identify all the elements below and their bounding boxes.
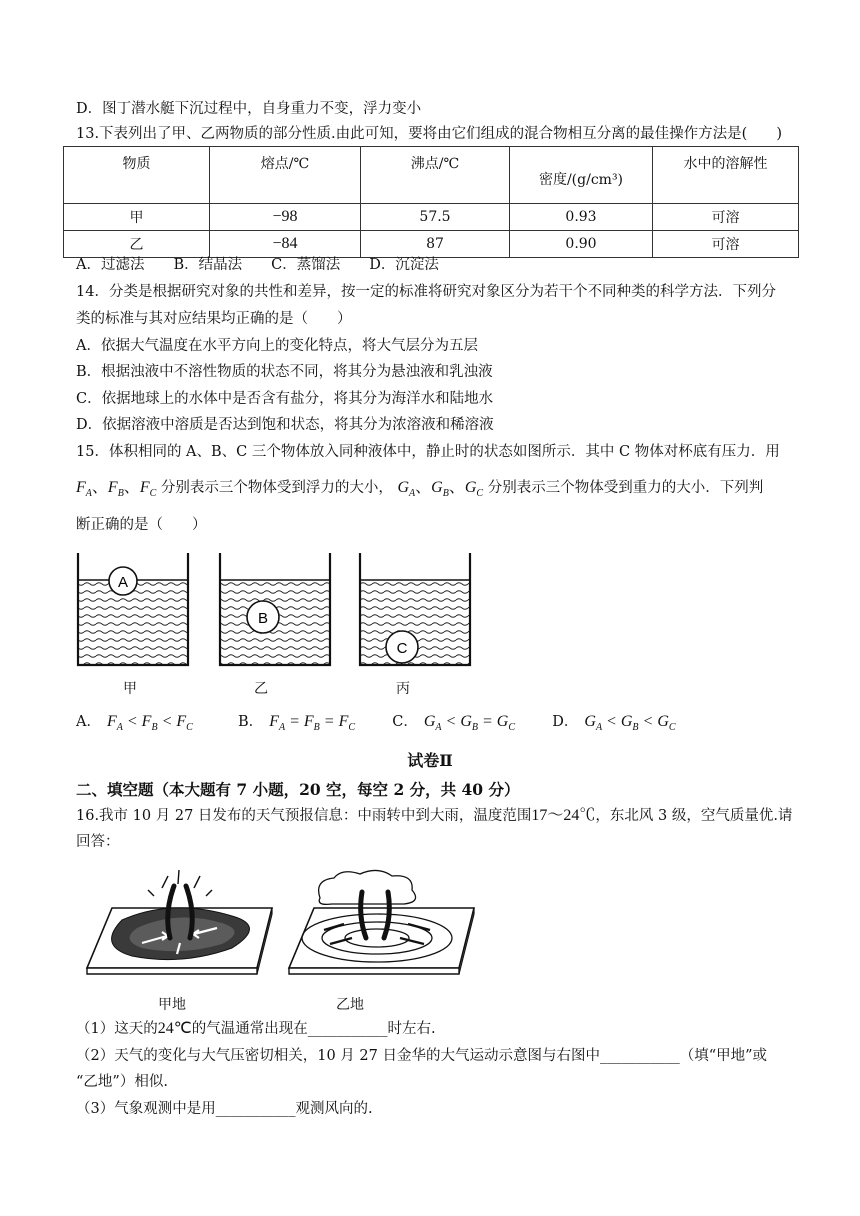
ball-c-label: C <box>396 640 408 657</box>
table-cell: 0.93 <box>510 204 653 231</box>
table-header-cell: 沸点/℃ <box>361 147 510 204</box>
q15-stem-2a: 分别表示三个物体受到浮力的大小， <box>160 480 393 496</box>
table-header-cell: 水中的溶解性 <box>653 147 799 204</box>
beaker-caption-yi: 乙 <box>254 681 268 697</box>
beakers-figure <box>60 548 680 678</box>
q15-option-a-expr: $F_A < F_B < F_C$ <box>106 713 193 734</box>
q13-options: A．过滤法 B．结晶法 C．蒸馏法 D．沉淀法 <box>76 257 439 273</box>
table-cell: −84 <box>210 231 361 258</box>
q14-option-a: A．依据大气温度在水平方向上的变化特点，将大气层分为五层 <box>76 338 478 354</box>
beaker-jia <box>78 553 188 665</box>
force-symbols: $F_A$、$F_B$、$F_C$ <box>76 479 157 500</box>
q12-option-d: D．图丁潜水艇下沉过程中，自身重力不变，浮力变小 <box>76 101 422 117</box>
section-heading: 二、填空题（本大题有 7 小题，20 空，每空 2 分，共 40 分） <box>76 780 520 799</box>
q16-sub-3: （3）气象观测中是用___________观测风向的. <box>76 1101 373 1117</box>
q16-sub-1b: 的气温通常出现在___________时左右. <box>191 1021 436 1037</box>
q15-option-c-expr: $G_A < G_B = G_C$ <box>423 713 516 734</box>
ball-a-label: A <box>117 574 129 591</box>
beaker-yi <box>220 553 330 665</box>
q15-option-b-expr: $F_A = F_B = F_C$ <box>269 713 356 734</box>
beaker-caption-bing: 丙 <box>396 681 410 697</box>
table-cell: 0.90 <box>510 231 653 258</box>
table-cell: 可溶 <box>653 204 799 231</box>
table-cell: 甲 <box>64 204 210 231</box>
q14-option-d: D．依据溶液中溶质是否达到饱和状态，将其分为浓溶液和稀溶液 <box>76 417 494 433</box>
table-header-cell: 密度/(g/cm³) <box>510 147 653 204</box>
q15-option-c-label: C． <box>392 714 418 730</box>
section-title: 试卷Ⅱ <box>407 751 453 770</box>
q16-stem-1 <box>76 806 792 826</box>
q16-stem-2: 回答： <box>76 834 120 850</box>
q16-sub-1a: （1）这天的 <box>76 1021 158 1037</box>
q15-option-b-label: B． <box>238 714 264 730</box>
q15-options <box>76 712 676 738</box>
map-caption-jia: 甲地 <box>158 997 186 1013</box>
q15-option-a-label: A． <box>76 714 101 730</box>
table-row <box>64 231 799 258</box>
q15-stem-3: 断正确的是（ ） <box>76 517 207 533</box>
q14-option-b: B．根据浊液中不溶性物质的状态不同，将其分为悬浊液和乳浊液 <box>76 364 493 380</box>
q14-stem-1: 14．分类是根据研究对象的共性和差异，按一定的标准将研究对象区分为若干个不同种类的科学方法．下列分 <box>76 284 776 300</box>
table-cell: 57.5 <box>361 204 510 231</box>
q13-stem: 13.下表列出了甲、乙两物质的部分性质.由此可知，要将由它们组成的混合物相互分离的最佳操作方法是( ) <box>76 126 782 142</box>
pressure-maps-figure <box>82 868 482 988</box>
q16-sub-1-temp: 24℃ <box>157 1020 192 1037</box>
q16-sub-2a: （2）天气的变化与大气压密切相关，10 月 27 日金华的大气运动示意图与右图中___________（填“甲地”或 <box>76 1048 768 1064</box>
table-header-cell: 熔点/℃ <box>210 147 361 204</box>
map-yi <box>289 870 474 974</box>
table-cell: 87 <box>361 231 510 258</box>
table-cell: 可溶 <box>653 231 799 258</box>
q15-option-d-expr: $G_A < G_B < G_C$ <box>584 713 676 734</box>
properties-table <box>63 146 799 258</box>
table-cell: 乙 <box>64 231 210 258</box>
temperature-range: 17～24℃ <box>531 807 596 824</box>
q15-stem-1: 15．体积相同的 A、B、C 三个物体放入同种液体中，静止时的状态如图所示．其中 C 物体对杯底有压力．用 <box>76 444 780 460</box>
table-header-cell: 物质 <box>64 147 210 204</box>
gravity-symbols: $G_A$、$G_B$、$G_C$ <box>397 479 484 500</box>
q14-option-c: C．依据地球上的水体中是否含有盐分，将其分为海洋水和陆地水 <box>76 391 494 407</box>
table-cell: −98 <box>210 204 361 231</box>
map-jia <box>87 870 272 974</box>
q14-stem-2: 类的标准与其对应结果均正确的是（ ） <box>76 311 352 327</box>
q16-stem-1a: 16.我市 10 月 27 日发布的天气预报信息：中雨转中到大雨，温度范围 <box>76 808 532 824</box>
q16-sub-1 <box>76 1019 436 1039</box>
map-caption-yi: 乙地 <box>336 997 364 1013</box>
q16-sub-2b: “乙地”）相似. <box>76 1074 168 1090</box>
beaker-caption-jia: 甲 <box>123 681 137 697</box>
table-header-row <box>64 147 799 204</box>
q16-stem-1b: ，东北风 3 级，空气质量优.请 <box>595 808 793 824</box>
q15-stem-2 <box>76 478 763 504</box>
q15-option-d-label: D． <box>552 714 579 730</box>
beaker-bing <box>360 553 470 665</box>
table-row <box>64 204 799 231</box>
ball-b-label: B <box>257 610 269 627</box>
q15-stem-2b: 分别表示三个物体受到重力的大小．下列判 <box>487 480 764 496</box>
